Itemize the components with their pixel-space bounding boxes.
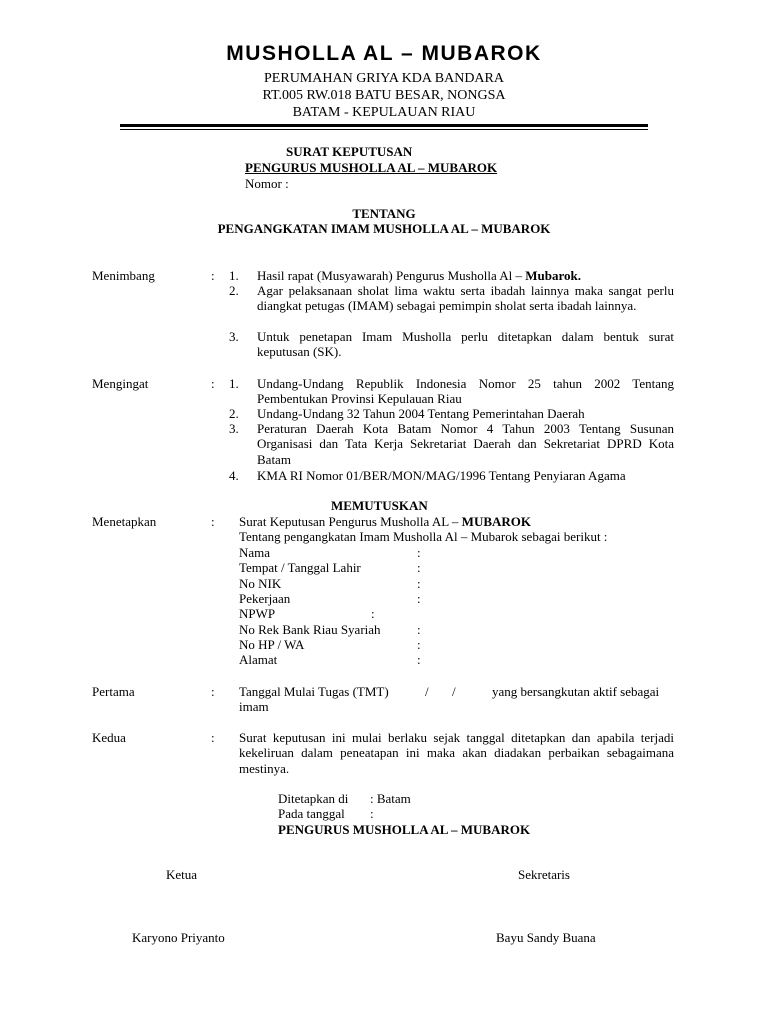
sk-heading: SURAT KEPUTUSAN [286,144,413,159]
menetapkan-line-2: Tentang pengangkatan Imam Musholla Al – Mubarok sebagai berikut : [239,529,608,544]
header-rule-thick [120,124,648,127]
address-line-3: BATAM - KEPULAUAN RIAU [292,105,476,120]
pertama-slash-2: / [452,684,456,699]
tentang-heading: TENTANG [352,206,416,221]
mengingat-num-2: 2. [229,406,239,421]
menimbang-num-2: 2. [229,283,239,298]
header-rule-thin [120,129,648,130]
pertama-aktif: yang bersangkutan aktif sebagai [492,684,660,699]
pertama-slash-1: / [425,684,429,699]
mengingat-num-4: 4. [229,468,239,483]
closing-pengurus: PENGURUS MUSHOLLA AL – MUBAROK [278,822,531,837]
mengingat-num-3: 3. [229,421,239,436]
menetapkan-colon: : [211,514,215,529]
ketua-role: Ketua [166,867,198,882]
perihal-heading: PENGANGKATAN IMAM MUSHOLLA AL – MUBAROK [217,221,551,236]
field-rek-label: No Rek Bank Riau Syariah [239,622,381,637]
menimbang-num-3: 3. [229,329,239,344]
field-npwp-colon: : [371,606,375,621]
memutuskan-heading: MEMUTUSKAN [331,498,428,513]
sekretaris-role: Sekretaris [518,867,570,882]
ketua-name: Karyono Priyanto [132,930,225,945]
kedua-text: Surat keputusan ini mulai berlaku sejak tanggal ditetapkan dan apabila terjadi kekeliruan dalam peneatapan ini maka akan diadakan perbaikan sebagaimana mestinya. [239,730,674,776]
sk-subheading: PENGURUS MUSHOLLA AL – MUBAROK [245,160,498,175]
field-hp-label: No HP / WA [239,637,305,652]
menimbang-item-2: Agar pelaksanaan sholat lima waktu serta ibadah lainnya maka sangat perlu diangkat petugas (IMAM) sebagai pemimpin sholat serta ibadah lainnya. [257,283,674,314]
field-npwp-label: NPWP [239,606,276,621]
menimbang-num-1: 1. [229,268,239,283]
menetapkan-label: Menetapkan [92,514,157,529]
field-pekerjaan-label: Pekerjaan [239,591,291,606]
field-ttl-colon: : [417,560,421,575]
ditetapkan-value: : Batam [370,791,411,806]
ditetapkan-label: Ditetapkan di [278,791,349,806]
organization-title: MUSHOLLA AL – MUBAROK [226,42,542,65]
field-nama-label: Nama [239,545,271,560]
field-alamat-label: Alamat [239,652,278,667]
sk-nomor: Nomor : [245,176,289,191]
mengingat-item-4: KMA RI Nomor 01/BER/MON/MAG/1996 Tentang Penyiaran Agama [257,468,626,483]
menimbang-item-1: Hasil rapat (Musyawarah) Pengurus Musholla Al – Mubarok. [257,268,582,283]
menimbang-label: Menimbang [92,268,155,283]
mengingat-item-3: Peraturan Daerah Kota Batam Nomor 4 Tahun 2003 Tentang Susunan Organisasi dan Tata Kerja Sekretariat Daerah dan Sekretariat DPRD Kota Batam [257,421,674,467]
mengingat-colon: : [211,376,215,391]
field-nama-colon: : [417,545,421,560]
kedua-colon: : [211,730,215,745]
tanggal-label: Pada tanggal [278,806,345,821]
field-ttl-label: Tempat / Tanggal Lahir [239,560,361,575]
mengingat-num-1: 1. [229,376,239,391]
address-line-2: RT.005 RW.018 BATU BESAR, NONGSA [262,88,506,103]
mengingat-label: Mengingat [92,376,149,391]
pertama-colon: : [211,684,215,699]
field-nik-colon: : [417,576,421,591]
mengingat-item-1: Undang-Undang Republik Indonesia Nomor 25 tahun 2002 Tentang Pembentukan Provinsi Kepulauan Riau [257,376,674,407]
address-line-1: PERUMAHAN GRIYA KDA BANDARA [264,71,504,86]
menetapkan-line-1: Surat Keputusan Pengurus Musholla AL – MUBAROK [239,514,532,529]
mengingat-item-2: Undang-Undang 32 Tahun 2004 Tentang Pemerintahan Daerah [257,406,585,421]
pertama-tmt: Tanggal Mulai Tugas (TMT) [239,684,389,699]
field-pekerjaan-colon: : [417,591,421,606]
field-nik-label: No NIK [239,576,282,591]
menimbang-item-3: Untuk penetapan Imam Musholla perlu ditetapkan dalam bentuk surat keputusan (SK). [257,329,674,360]
kedua-label: Kedua [92,730,126,745]
pertama-imam: imam [239,699,269,714]
tanggal-value: : [370,806,374,821]
field-hp-colon: : [417,637,421,652]
field-rek-colon: : [417,622,421,637]
pertama-label: Pertama [92,684,135,699]
sekretaris-name: Bayu Sandy Buana [496,930,596,945]
field-alamat-colon: : [417,652,421,667]
menimbang-colon: : [211,268,215,283]
